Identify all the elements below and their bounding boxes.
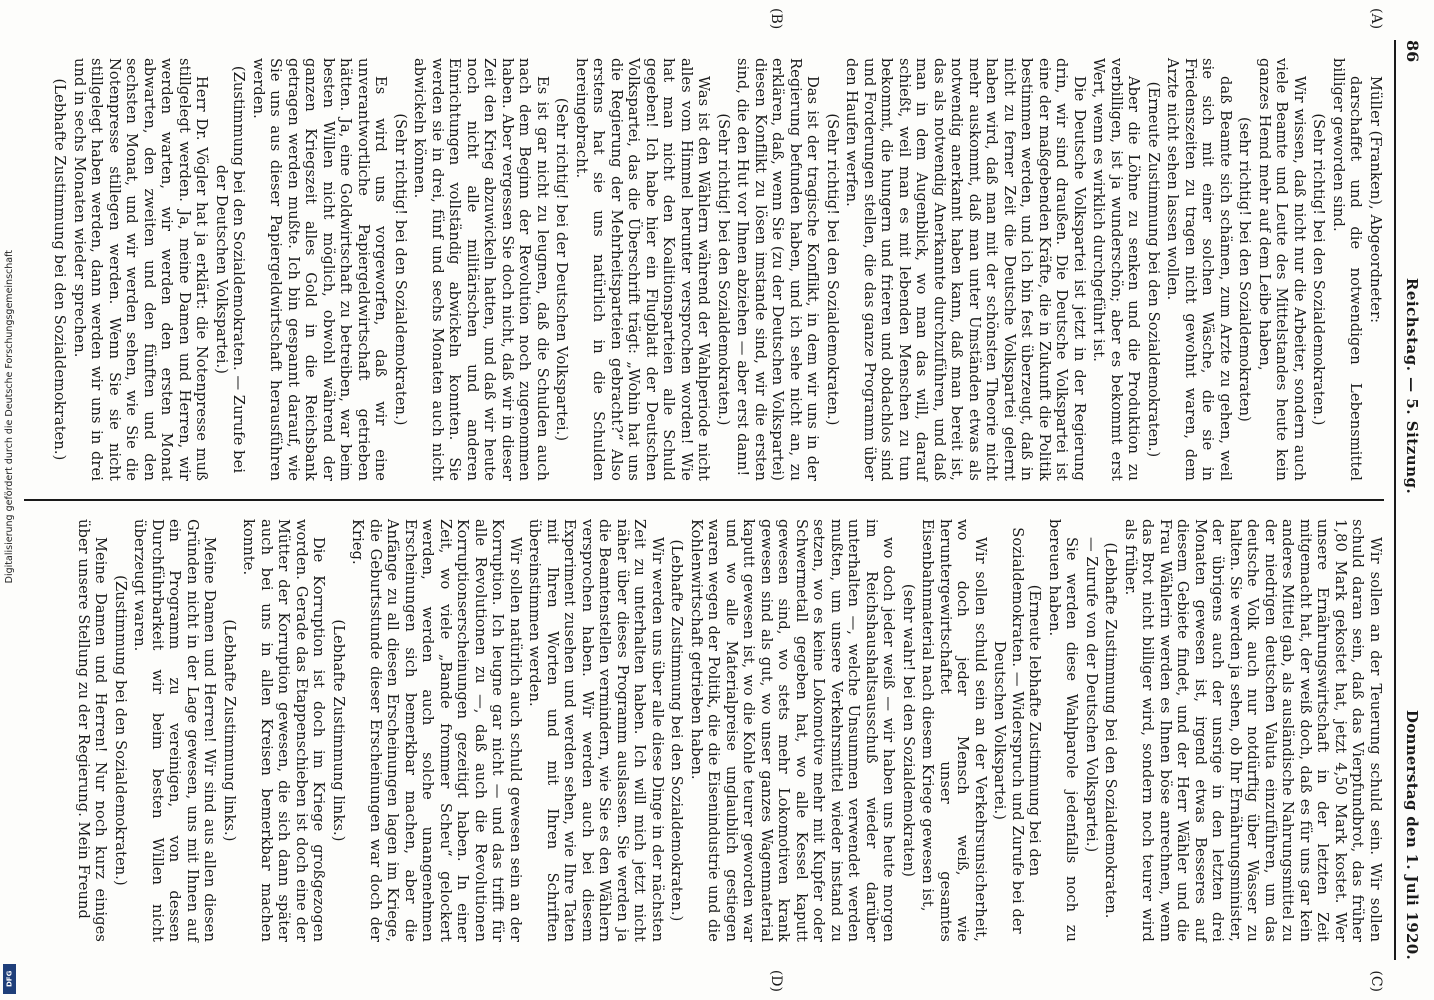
paragraph: (Sehr richtig! bei den Sozialdemokraten.) [715,113,732,426]
paragraph: (Erneute Zustimmung bei den Sozialdemokraten.) [1145,81,1162,458]
paragraph: (Sehr richtig! bei den Sozialdemokraten.) [824,113,841,426]
page-number: 86 [1403,40,1422,63]
paragraph: (Lebhafte Zustimmung bei den Sozialdemokraten.) [668,539,686,922]
margin-marker-c: (C) [1368,970,1384,992]
paragraph: (Zustimmung bei den Sozialdemokraten. — Zurufe bei der Deutschen Volkspartei.) [213,65,248,474]
paragraph: (Lebhafte Zustimmung links.) [330,619,347,842]
dfg-logo: DFG [3,964,16,994]
paragraph: Die Korruption ist doch im Kriege großgezogen worden. Gerade das Etappenschieben ist doch eine der Mütter der Korruption gewesen, die sich dann später auch bei uns in allen Kreisen bemerkbar machen konnte. [240,519,328,942]
paragraph: Wir sollen an der Teuerung schuld sein. Wir sollen schuld daran sein, daß das Vierpfundbrot, das früher 1,80 Mark gekostet hat, jetzt 4,50 Mark kostet. Wer unsere Ernährungswirtschaft in der letzten Zeit mitgemacht hat, der weiß doch, daß es für uns gar kein anderes Mittel gab, als ausländische Nahrungsmittel zu der niedrigen deutschen Valuta einzuführen, um das deutsche Volk auch nur notdürftig über Wasser zu halten. Sie werden ja sehen, ob Ihr Ernährungsminister, der übrigens auch der unsrige in den letzten drei Monaten gewesen ist, irgend etwas Besseres auf diesem Gebiete findet, und der Herr Wähler und die Frau Wählerin werden es Ihnen böse anrechnen, wenn das Brot nicht billiger wird, sondern noch teurer wird als früher. [1122,519,1384,942]
paragraph: Sie werden diese Wahlparole jedenfalls noch zu bereuen haben. [1046,519,1081,942]
session-title: Reichstag. — 5. Sitzung. [1403,277,1421,495]
paragraph: daß Beamte sich schämen, zum Arzte zu gehen, weil sie sich mit einer solchen Wäsche, die sie in Friedenszeiten zu tragen nicht gewohnt waren, dem Arzte nicht sehen lassen wollen. [1164,58,1234,481]
paragraph: darschaffet und die notwendigen Lebensmittel billiger geworden sind. [1330,58,1365,481]
margin-marker-d: (D) [768,969,784,992]
paragraph: Das ist der tragische Konflikt, in dem wir uns in der Regierung befunden haben, und ich sehe nicht an, zu erklären, daß, wenn Sie (zu der Deutschen Volkspartei) diesen Konflikt zu lösen imstande sind, wir die ersten sind, die den Hut vor Ihnen abziehen — aber erst dann! [734,58,822,481]
right-column [24,501,1384,992]
paragraph: (Sehr richtig! bei den Sozialdemokraten.) [392,113,409,426]
paragraph: (Lebhafte Zustimmung links.) [221,619,238,842]
paragraph: — Zurufe von der Deutschen Volkspartei.) [1083,537,1100,853]
paragraph: Es wird uns vorgeworfen, daß wir eine unverantwortliche Papiergeldwirtschaft getrieben hätten. Ja, eine Goldwirtschaft zu betreiben, war beim besten Willen nicht möglich, obwohl während der ganzen Kriegszeit alles Gold in die Reichsbank getragen werden mußte. Ich bin gespannt darauf, wie Sie uns aus dieser Papiergeldwirtschaft herausführen werden. [250,58,390,481]
paragraph: Wir sollen schuld sein an der Verkehrsunsicherheit, wo doch jeder Mensch weiß, wie heruntergewirtschaftet unser gesamtes Eisenbahnmaterial nach diesem Kriege gewesen ist, [919,519,989,942]
paragraph: Herr Dr. Vögler hat ja erklärt: die Notenpresse muß stillgelegt werden. Ja, meine Damen und Herren, wir werden warten, wir werden den ersten Monat abwarten, den zweiten und den fünften und den sechsten Monat, und wir werden sehen, wie Sie die Notenpresse stillegen werden. Wenn Sie sie nicht stillgelegt haben werden, dann werden wir uns in drei und in sechs Monaten wieder sprechen. [71,58,211,481]
paragraph: Wir wissen, daß nicht nur die Arbeiter, sondern auch viele Beamte und Leute des Mittelstandes heute kein ganzes Hemd mehr auf dem Leibe haben, [1256,58,1308,481]
digitization-credit: Digitalisierung gefördert durch die Deutsche Forschungsgemeinschaft [4,250,15,584]
paragraph: Wir werden uns über alle diese Dinge in der nächsten Zeit zu unterhalten haben. Ich will mich jetzt nicht näher über dieses Programm auslassen. Sie werden ja die Beamtenstellen vermindern, wie Sie es den Wählern versprochen haben. Wir werden auch bei diesem Experiment zusehen und werden sehen, wie Ihre Taten mit Ihren Worten und mit Ihren Schriften übereinstimmen werden. [526,519,666,942]
rotated-page [14,0,1434,1000]
paragraph: (Erneute lebhafte Zustimmung bei den Sozialdemokraten. — Widerspruch und Zurufe bei der Deutschen Volkspartei.) [991,527,1044,934]
page-header [1394,40,1422,960]
margin-marker-a: (A) [1368,8,1384,30]
margin-marker-b: (B) [768,8,784,30]
paragraph: (sehr wahr! bei den Sozialdemokraten) [900,583,917,878]
paragraph: Die Deutsche Volkspartei ist jetzt in der Regierung drin, wir sind draußen. Die Deutsche Volkspartei ist eine der maßgebenden Kräfte, die in Zukunft die Politik bestimmen werden, und ich bin fest überzeugt, daß in nicht zu ferner Zeit die Deutsche Volkspartei gelernt haben wird, daß man mit der schönsten Theorie nicht mehr auskommt, daß man unter Umständen etwas als notwendig anerkannt haben kann, daß man bereit ist, das als notwendig Anerkannte durchzuführen, und daß man in dem Augenblick, wo man das will, darauf schießt, weil man es mit lebenden Menschen zu tun bekommt, die hungern und frieren und obdachlos sind und Forderungen stellen, die das ganze Programm über den Haufen werfen. [843,58,1088,481]
paragraph: (Lebhafte Zustimmung bei den Sozialdemokraten. [1102,542,1120,919]
left-column [24,8,1384,499]
paragraph: (Sehr richtig! bei den Sozialdemokraten.) [1310,113,1328,426]
text-columns [24,8,1384,992]
paragraph: (Sehr richtig! bei der Deutschen Volkspartei.) [553,97,571,442]
paragraph: Wir sollen natürlich auch schuld gewesen sein an der Korruption. Ich leugne gar nicht — und das trifft für alle Revolutionen zu —, daß auch die Revolutionen Korruptionserscheinungen gezeitigt haben. In einer Zeit, wo viele „Bande frommer Scheu“ gelockert werden, werden auch solche unangenehmen Erscheinungen sich bemerkbar machen, aber die Anfänge zu all diesen Erscheinungen lagen im Kriege, die Geburtsstunde dieser Erscheinungen war doch der Krieg. [349,519,524,942]
paragraph: Müller (Franken), Abgeordneter: [1367,76,1384,324]
paragraph: wo doch jeder weiß — wir haben uns heute morgen im Reichshaushaltsausschuß wieder darüber unterhalten —, welche Unsummen verwendet werden mußten, um unsere Verkehrsmittel wieder instand zu setzen, wo es keine Lokomotive mehr mit Kupfer oder Schwermetall gegeben hat, wo alle Kessel kaputt gewesen sind, wo stets mehr Lokomotiven krank gewesen sind als gut, wo unser ganzes Wagenmaterial kaputt gewesen ist, wo die Kohle teurer geworden war und wo alle Materialpreise unglaublich gestiegen waren wegen der Politik, die die Eisenindustrie und die Kohlenwirtschaft getrieben haben. [688,519,898,942]
paragraph: (Lebhafte Zustimmung bei den Sozialdemokraten.) [51,78,69,461]
session-date: Donnerstag den 1. Juli 1920. [1403,709,1421,960]
paragraph: Was ist den Wählern während der Wahlperiode nicht alles vom Himmel herunter versprochen worden! Wie hat man nicht den Koalitionsparteien alle Schuld gegeben! Ich habe hier ein Flugblatt der Deutschen Volkspartei, das die Überschrift trägt: „Wohin hat uns die Regierung der Mehrheitsparteien gebracht?“ Also erstens hat sie uns natürlich in die Schulden hereingebracht. [573,58,713,481]
paragraph: (sehr richtig! bei den Sozialdemokraten) [1236,117,1254,422]
paragraph: Meine Damen und Herren! Nur noch kurz einiges über unsere Stellung zu der Regierung. Mein Freund [75,519,110,942]
paragraph: (Zustimmung bei den Sozialdemokraten.) [112,575,129,886]
paragraph: Aber die Löhne zu senken und die Produktion zu verbilligen, ist ja wunderschön; aber es bekommt erst Wert, wenn es wirklich durchgeführt ist. [1090,58,1143,481]
paragraph: Meine Damen und Herren! Wir sind aus allen diesen Gründen nicht in der Lage gewesen, uns mit Ihnen auf ein Programm zu vereinigen, von dessen Durchführbarkeit wir beim besten Willen nicht überzeugt waren. [131,519,219,942]
paragraph: Es ist gar nicht zu leugnen, daß die Schulden auch nach dem Beginn der Revolution noch zugenommen haben. Aber vergessen Sie doch nicht, daß wir in dieser Zeit den Krieg abzuwickeln hatten, und daß wir heute noch nicht alle militärischen und anderen Einrichtungen vollständig abwickeln konnten. Sie werden sie in drei, fünf und sechs Monaten auch nicht abwickeln können. [411,58,551,481]
